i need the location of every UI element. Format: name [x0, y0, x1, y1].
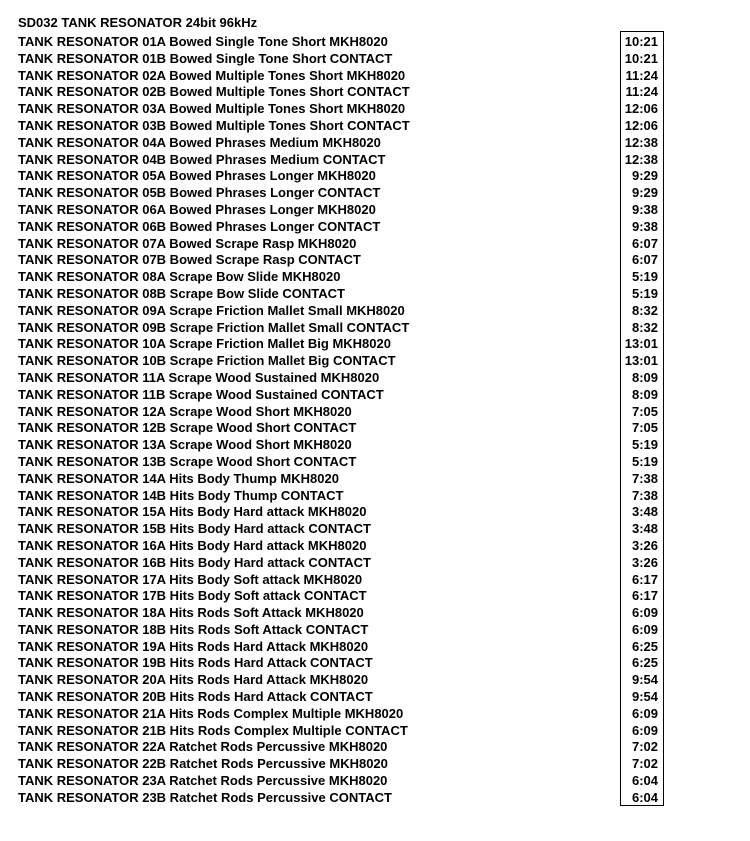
track-name: TANK RESONATOR 22B Ratchet Rods Percussive MKH8020	[18, 756, 388, 772]
track-duration: 9:38	[631, 218, 658, 234]
track-name: TANK RESONATOR 14A Hits Body Thump MKH8020	[18, 470, 339, 486]
duration-list	[620, 34, 658, 807]
track-name: TANK RESONATOR 20A Hits Rods Hard Attack MKH8020	[18, 672, 369, 688]
track-name: TANK RESONATOR 11B Scrape Wood Sustained CONTACT	[18, 386, 384, 402]
track-duration: 6:04	[631, 789, 658, 805]
track-duration: 9:29	[631, 168, 658, 184]
track-name: TANK RESONATOR 18B Hits Rods Soft Attack CONTACT	[18, 621, 369, 637]
track-name: TANK RESONATOR 23A Ratchet Rods Percussive MKH8020	[18, 773, 388, 789]
track-duration: 11:24	[625, 67, 658, 83]
track-name: TANK RESONATOR 23B Ratchet Rods Percussive CONTACT	[18, 789, 392, 805]
track-duration: 12:06	[624, 117, 658, 133]
track-name: TANK RESONATOR 19A Hits Rods Hard Attack MKH8020	[18, 638, 369, 654]
track-name: TANK RESONATOR 19B Hits Rods Hard Attack CONTACT	[18, 655, 373, 671]
track-name: TANK RESONATOR 06B Bowed Phrases Longer CONTACT	[18, 218, 381, 234]
track-duration: 11:24	[625, 84, 658, 100]
track-duration: 6:07	[631, 235, 658, 251]
track-duration: 7:38	[631, 470, 658, 486]
track-name: TANK RESONATOR 10A Scrape Friction Mallet Big MKH8020	[18, 336, 391, 352]
track-name: TANK RESONATOR 03B Bowed Multiple Tones Short CONTACT	[18, 117, 410, 133]
track-duration: 5:19	[631, 453, 658, 469]
track-duration: 10:21	[624, 50, 658, 66]
track-duration: 6:07	[631, 252, 658, 268]
track-duration: 8:09	[631, 369, 658, 385]
track-name: TANK RESONATOR 08A Scrape Bow Slide MKH8020	[18, 269, 341, 285]
track-duration: 10:21	[624, 34, 658, 49]
track-duration: 6:09	[631, 605, 658, 621]
track-name: TANK RESONATOR 04B Bowed Phrases Medium CONTACT	[18, 151, 386, 167]
track-name-list	[18, 34, 618, 807]
track-duration: 7:05	[631, 420, 658, 436]
track-duration: 6:04	[631, 773, 658, 789]
track-name: TANK RESONATOR 01A Bowed Single Tone Short MKH8020	[18, 34, 388, 49]
track-name: TANK RESONATOR 17A Hits Body Soft attack MKH8020	[18, 571, 363, 587]
track-name: TANK RESONATOR 20B Hits Rods Hard Attack CONTACT	[18, 689, 373, 705]
track-duration: 8:32	[631, 319, 658, 335]
track-duration: 9:54	[631, 689, 658, 705]
track-duration: 13:01	[624, 336, 658, 352]
track-duration: 6:09	[631, 705, 658, 721]
track-duration: 7:02	[631, 756, 658, 772]
track-name: TANK RESONATOR 21B Hits Rods Complex Multiple CONTACT	[18, 722, 408, 738]
track-duration: 6:09	[631, 722, 658, 738]
track-name: TANK RESONATOR 13B Scrape Wood Short CONTACT	[18, 453, 357, 469]
track-name: TANK RESONATOR 21A Hits Rods Complex Multiple MKH8020	[18, 705, 404, 721]
track-duration: 7:38	[631, 487, 658, 503]
track-name: TANK RESONATOR 12A Scrape Wood Short MKH8020	[18, 403, 352, 419]
track-duration: 3:26	[631, 537, 658, 553]
track-name: TANK RESONATOR 03A Bowed Multiple Tones Short MKH8020	[18, 101, 406, 117]
track-name: TANK RESONATOR 16B Hits Body Hard attack CONTACT	[18, 554, 371, 570]
track-name: TANK RESONATOR 07B Bowed Scrape Rasp CONTACT	[18, 252, 361, 268]
track-duration: 6:25	[631, 638, 658, 654]
track-name: TANK RESONATOR 10B Scrape Friction Mallet Big CONTACT	[18, 353, 396, 369]
track-duration: 7:02	[631, 739, 658, 755]
track-name: TANK RESONATOR 02B Bowed Multiple Tones Short CONTACT	[18, 84, 410, 100]
track-duration: 3:26	[631, 554, 658, 570]
track-duration: 9:38	[631, 201, 658, 217]
track-name: TANK RESONATOR 07A Bowed Scrape Rasp MKH8020	[18, 235, 357, 251]
track-duration: 7:05	[631, 403, 658, 419]
track-name: TANK RESONATOR 15B Hits Body Hard attack CONTACT	[18, 521, 371, 537]
track-duration: 6:09	[631, 621, 658, 637]
track-name: TANK RESONATOR 02A Bowed Multiple Tones Short MKH8020	[18, 67, 406, 83]
track-name: TANK RESONATOR 01B Bowed Single Tone Short CONTACT	[18, 50, 393, 66]
track-duration: 3:48	[631, 521, 658, 537]
track-name: TANK RESONATOR 12B Scrape Wood Short CONTACT	[18, 420, 357, 436]
document-title: SD032 TANK RESONATOR 24bit 96kHz	[18, 15, 258, 30]
track-name: TANK RESONATOR 08B Scrape Bow Slide CONTACT	[18, 285, 345, 301]
track-duration: 5:19	[631, 269, 658, 285]
track-name: TANK RESONATOR 14B Hits Body Thump CONTACT	[18, 487, 344, 503]
track-duration: 9:54	[631, 672, 658, 688]
track-duration: 3:48	[631, 504, 658, 520]
track-duration: 12:38	[624, 134, 658, 150]
track-duration: 12:38	[624, 151, 658, 167]
track-name: TANK RESONATOR 15A Hits Body Hard attack MKH8020	[18, 504, 367, 520]
track-duration: 5:19	[631, 437, 658, 453]
track-duration: 8:32	[631, 302, 658, 318]
track-name: TANK RESONATOR 22A Ratchet Rods Percussive MKH8020	[18, 739, 388, 755]
track-duration: 6:17	[631, 571, 658, 587]
track-name: TANK RESONATOR 16A Hits Body Hard attack MKH8020	[18, 537, 367, 553]
track-name: TANK RESONATOR 17B Hits Body Soft attack CONTACT	[18, 588, 367, 604]
track-duration: 9:29	[631, 185, 658, 201]
track-name: TANK RESONATOR 09A Scrape Friction Mallet Small MKH8020	[18, 302, 405, 318]
track-name: TANK RESONATOR 05A Bowed Phrases Longer MKH8020	[18, 168, 376, 184]
track-name: TANK RESONATOR 09B Scrape Friction Mallet Small CONTACT	[18, 319, 410, 335]
track-duration: 5:19	[631, 285, 658, 301]
track-name: TANK RESONATOR 05B Bowed Phrases Longer CONTACT	[18, 185, 381, 201]
track-name: TANK RESONATOR 04A Bowed Phrases Medium MKH8020	[18, 134, 381, 150]
track-name: TANK RESONATOR 11A Scrape Wood Sustained MKH8020	[18, 369, 380, 385]
track-name: TANK RESONATOR 13A Scrape Wood Short MKH8020	[18, 437, 352, 453]
track-duration: 12:06	[624, 101, 658, 117]
track-duration: 13:01	[624, 353, 658, 369]
track-duration: 8:09	[631, 386, 658, 402]
track-name: TANK RESONATOR 18A Hits Rods Soft Attack MKH8020	[18, 605, 364, 621]
track-name: TANK RESONATOR 06A Bowed Phrases Longer MKH8020	[18, 201, 376, 217]
track-duration: 6:17	[631, 588, 658, 604]
track-duration: 6:25	[631, 655, 658, 671]
